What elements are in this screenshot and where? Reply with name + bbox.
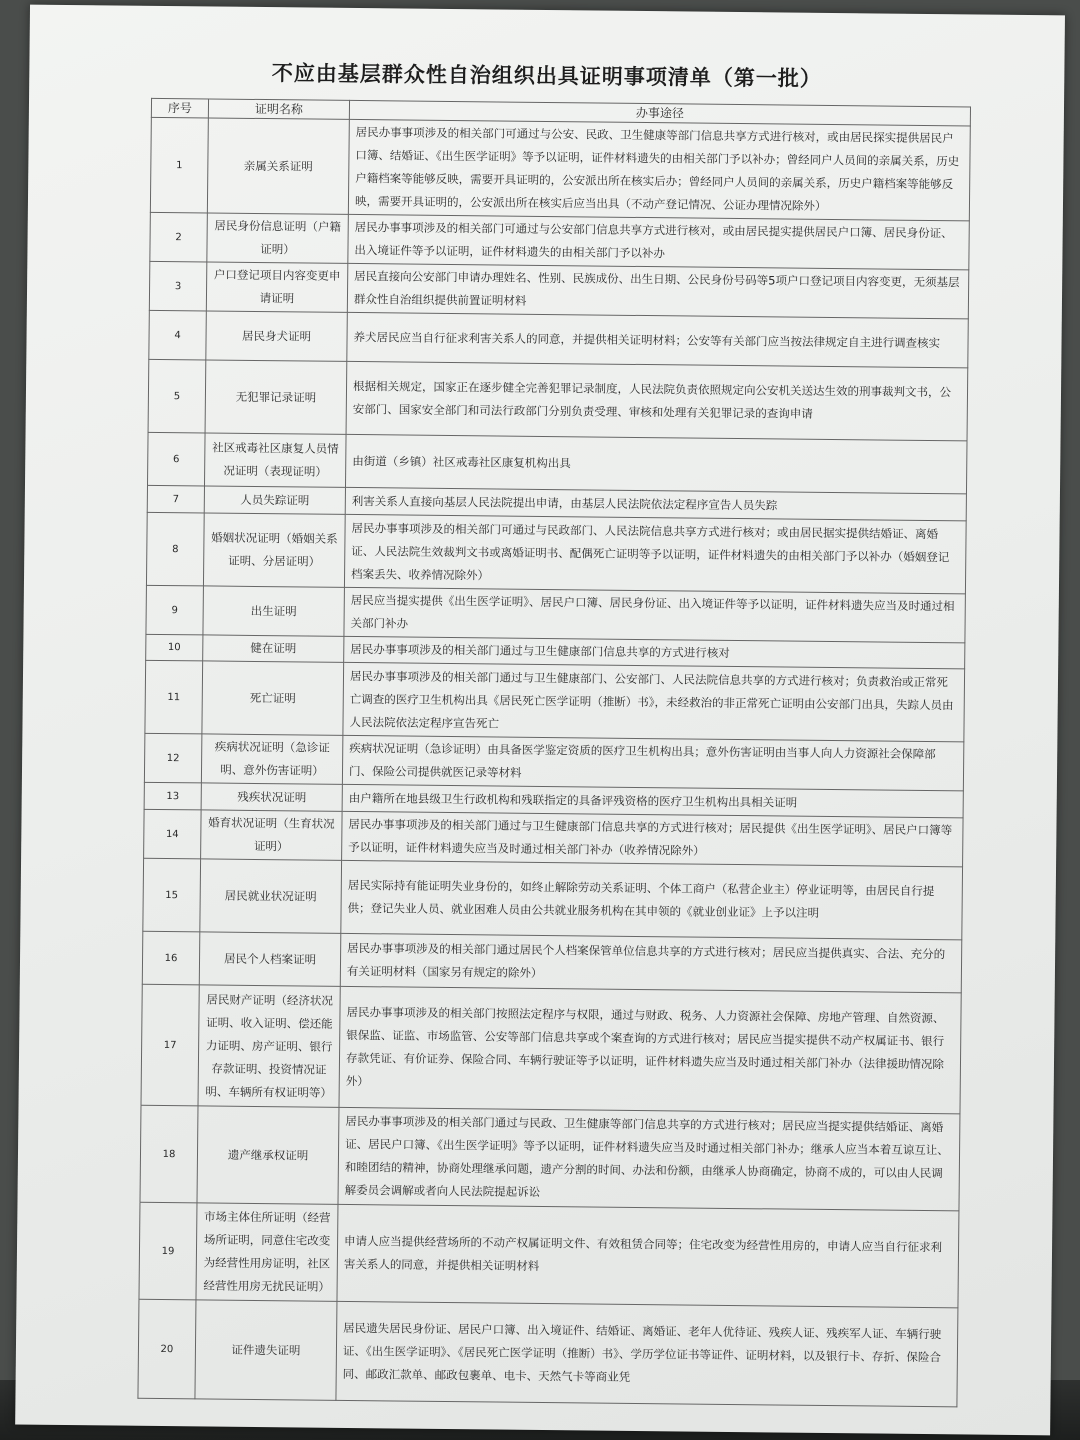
row-process: 居民实际持有能证明失业身份的，如终止解除劳动关系证明、个体工商户（私营企业主）停业证明等，由居民自行提供；登记失业人员、就业困难人员由公共就业服务机构在其申领的《就业创业证》上予以注明 bbox=[341, 860, 963, 939]
row-name: 居民个人档案证明 bbox=[199, 932, 341, 986]
row-no: 13 bbox=[144, 782, 201, 810]
row-process: 利害关系人直接向基层人民法院提出申请，由基层人民法院依法定程序宣告人员失踪 bbox=[345, 487, 966, 521]
row-name: 无犯罪记录证明 bbox=[205, 360, 347, 434]
document-page bbox=[15, 5, 1065, 1436]
table-row bbox=[150, 117, 970, 221]
certificate-table bbox=[137, 98, 971, 1408]
row-no: 16 bbox=[142, 931, 200, 985]
row-no: 7 bbox=[147, 485, 204, 513]
row-no: 10 bbox=[146, 634, 203, 661]
row-no: 1 bbox=[150, 117, 208, 213]
row-no: 19 bbox=[139, 1202, 197, 1300]
row-process: 居民直接向公安部门申请办理姓名、性别、民族成份、出生日期、公民身份号码等5项户口登记项目内容变更，无须基层群众性自治组织提供前置证明材料 bbox=[347, 263, 968, 319]
row-no: 20 bbox=[138, 1299, 196, 1399]
row-process: 根据相关规定，国家正在逐步健全完善犯罪记录制度，人民法院负责依照规定向公安机关送达生效的刑事裁判文书，公安部门、国家安全部门和司法行政部门分别负责受理、审核和处理有关犯罪记录的查询申请 bbox=[346, 361, 968, 440]
row-name: 居民身份信息证明（户籍证明） bbox=[207, 213, 349, 263]
row-name: 人员失踪证明 bbox=[204, 486, 345, 514]
table-row bbox=[138, 1299, 958, 1407]
row-process: 居民办事事项涉及的相关部门可通过与公安部门信息共享方式进行核对，或由居民提实提供居民户口簿、居民身份证、出入境证件等予以证明，证件材料遗失的由相关部门予以补办 bbox=[348, 214, 969, 270]
row-name: 婚育状况证明（生育状况证明） bbox=[201, 810, 343, 860]
row-no: 14 bbox=[144, 809, 202, 859]
table-row bbox=[148, 359, 968, 441]
row-name: 居民财产证明（经济状况证明、收入证明、偿还能力证明、房产证明、银行存款证明、投资情况证明、车辆所有权证明等） bbox=[198, 985, 340, 1107]
row-name: 死亡证明 bbox=[202, 661, 344, 735]
table-row bbox=[142, 931, 962, 993]
row-no: 15 bbox=[143, 858, 201, 932]
row-name: 户口登记项目内容变更申请证明 bbox=[206, 262, 348, 312]
table-row bbox=[144, 733, 963, 791]
row-process: 养犬居民应当自行征求利害关系人的同意，并提供相关证明材料；公安等有关部门应当按法律规定自主进行调查核实 bbox=[347, 312, 968, 368]
row-no: 5 bbox=[148, 359, 206, 433]
row-no: 4 bbox=[149, 310, 207, 360]
row-name: 市场主体住所证明（经营场所证明，同意住宅改变为经营性用房证明，社区经营性用房无扰民证明） bbox=[196, 1203, 338, 1301]
table-row bbox=[149, 310, 968, 368]
table-row bbox=[139, 1202, 959, 1308]
row-name: 遗产继承权证明 bbox=[197, 1106, 339, 1204]
row-name: 疾病状况证明（急诊证明、意外伤害证明） bbox=[201, 734, 343, 784]
row-process: 疾病状况证明（急诊证明）由具备医学鉴定资质的医疗卫生机构出具；意外伤害证明由当事人向人力资源社会保障部门、保险公司提供就医记录等材料 bbox=[342, 735, 963, 791]
row-name: 居民身犬证明 bbox=[206, 311, 348, 361]
row-process: 居民办事事项涉及的相关部门按照法定程序与权限，通过与财政、税务、人力资源社会保障、房地产管理、自然资源、银保监、证监、市场监管、公安等部门信息共享或个案查询的方式进行核对；居民应当提实提供不动产权属证书、银行存款凭证、有价证券、保险合同、车辆行驶证等予以证明，证件材料遗失应当及时通过相关部门补办（法律援助情况除外） bbox=[339, 986, 961, 1113]
row-process: 居民办事事项涉及的相关部门可通过与民政部门、人民法院信息共享方式进行核对；或由居民据实提供结婚证、离婚证、人民法院生效裁判文书或离婚证明书、配偶死亡证明等予以证明，证件材料遗失的由相关部门予以补办（婚姻登记档案丢失、收养情况除外） bbox=[344, 514, 966, 593]
table-row bbox=[146, 585, 965, 643]
row-name: 证件遗失证明 bbox=[195, 1300, 337, 1400]
header-name: 证明名称 bbox=[208, 99, 349, 119]
row-name: 社区戒毒社区康复人员情况证明（表现证明） bbox=[204, 433, 346, 487]
row-process: 由户籍所在地县级卫生行政机构和残联指定的具备评残资格的医疗卫生机构出具相关证明 bbox=[342, 784, 963, 818]
table-row bbox=[148, 432, 968, 494]
row-no: 12 bbox=[144, 733, 202, 783]
header-no: 序号 bbox=[151, 98, 208, 118]
row-no: 9 bbox=[146, 585, 204, 635]
row-no: 11 bbox=[145, 660, 203, 734]
row-process: 居民办事事项涉及的相关部门通过与卫生健康部门、公安部门、人民法院信息共享的方式进行核对；负责救治或正常死亡调查的医疗卫生机构出具《居民死亡医学证明（推断）书》，未经救治的非正常死亡证明由公安部门出具，失踪人员由人民法院依法定程序宣告死亡 bbox=[343, 662, 965, 741]
table-row bbox=[143, 858, 963, 940]
row-name: 残疾状况证明 bbox=[201, 783, 342, 811]
row-process: 居民办事事项涉及的相关部门通过居民个人档案保管单位信息共享的方式进行核对；居民应当提供真实、合法、充分的有关证明材料（国家另有规定的除外） bbox=[340, 933, 962, 993]
row-process: 由街道（乡镇）社区戒毒社区康复机构出具 bbox=[345, 434, 967, 494]
row-name: 亲属关系证明 bbox=[207, 118, 349, 214]
table-row bbox=[150, 212, 969, 270]
document-title: 不应由基层群众性自治组织出具证明事项清单（第一批） bbox=[271, 60, 822, 91]
row-process: 申请人应当提供经营场所的不动产权属证明文件、有效租赁合同等；住宅改变为经营性用房的，申请人应当自行征求利害关系人的同意，并提供相关证明材料 bbox=[337, 1204, 959, 1307]
row-process: 居民办事事项涉及的相关部门通过与卫生健康部门信息共享的方式进行核对 bbox=[344, 636, 965, 669]
row-no: 3 bbox=[149, 261, 207, 311]
row-process: 居民办事事项涉及的相关部门可通过与公安、民政、卫生健康等部门信息共享方式进行核对，或由居民探实提供居民户口簿、结婚证、《出生医学证明》等予以证明，证件材料遗失的由相关部门予以补办；曾经同户人员间的亲属关系，历史户籍档案等能够反映，需要开具证明的，公安派出所在核实后办；曾经同户人员间的亲属关系，历史户籍档案等能够反映，需要开具证明的，公安派出所在核实后应当出具（不动产登记情况、公证办理情况除外） bbox=[348, 119, 970, 220]
header-process: 办事途径 bbox=[349, 100, 970, 126]
row-name: 居民就业状况证明 bbox=[200, 859, 342, 933]
table-row bbox=[144, 809, 963, 867]
table-row bbox=[146, 512, 966, 594]
row-process: 居民遗失居民身份证、居民户口簿、出入境证件、结婚证、离婚证、老年人优待证、残疾人证、残疾军人证、车辆行驶证、《出生医学证明》、《居民死亡医学证明（推断）书》、学历学位证书等证件、证明材料，以及银行卡、存折、保险合同、邮政汇款单、邮政包裹单、电卡、天然气卡等商业凭 bbox=[336, 1301, 958, 1406]
row-process: 居民应当提实提供《出生医学证明》、居民户口簿、居民身份证、出入境证件等予以证明，证件材料遗失应当及时通过相关部门补办 bbox=[344, 587, 965, 643]
row-process: 居民办事事项涉及的相关部门通过与卫生健康部门信息共享的方式进行核对；居民提供《出生医学证明》、居民户口簿等予以证明，证件材料遗失应当及时通过相关部门补办（收养情况除外） bbox=[342, 811, 963, 867]
row-no: 6 bbox=[148, 432, 206, 486]
row-no: 8 bbox=[146, 512, 204, 586]
row-no: 2 bbox=[150, 212, 208, 262]
table-row bbox=[149, 261, 968, 319]
row-process: 居民办事事项涉及的相关部门通过与民政、卫生健康等部门信息共享的方式进行核对；居民应当提实提供结婚证、离婚证、居民户口簿、《出生医学证明》等予以证明，证件材料遗失应当及时通过相关部门补办；继承人应当本着互谅互让、和睦团结的精神，协商处理继承问题，遗产分割的时间、办法和份额，由继承人协商确定，协商不成的，可以由人民调解委员会调解或者向人民法院提起诉讼 bbox=[338, 1107, 960, 1210]
table-row bbox=[145, 660, 965, 742]
table-row bbox=[141, 984, 961, 1114]
row-name: 出生证明 bbox=[203, 586, 345, 636]
row-no: 17 bbox=[141, 984, 199, 1106]
row-name: 婚姻状况证明（婚姻关系证明、分居证明） bbox=[203, 513, 345, 587]
row-name: 健在证明 bbox=[203, 635, 344, 662]
row-no: 18 bbox=[140, 1105, 198, 1203]
table-row bbox=[140, 1105, 960, 1211]
